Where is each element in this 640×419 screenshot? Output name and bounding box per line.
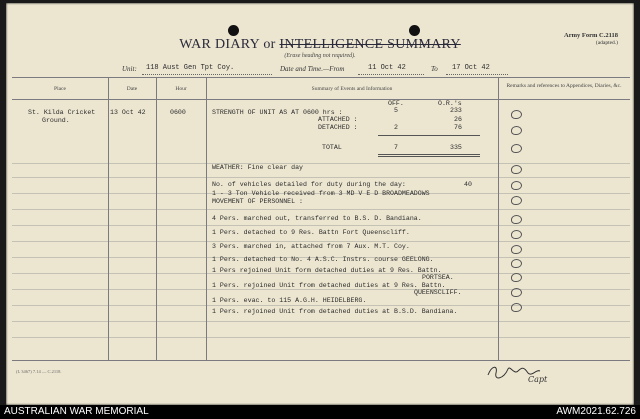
movement-entry: 1 Pers. detached to 9 Res. Battn Fort Queenscliff. [212, 229, 410, 236]
column-header-summary: Summary of Events and Information [311, 86, 393, 92]
column-header-date: Date [126, 86, 138, 92]
print-reference: (L 3467) 7.14 — C.2118. [16, 369, 62, 374]
title-struck: INTELLIGENCE SUMMARY [279, 37, 461, 52]
strength-off-value: 5 [394, 107, 398, 114]
footer-institution: AUSTRALIAN WAR MEMORIAL [4, 406, 149, 417]
detached-off-value: 2 [394, 124, 398, 131]
movement-entry: 1 Pers. evac. to 115 A.G.H. HEIDELBERG. [212, 297, 367, 304]
movement-entry: 3 Pers. marched in, attached from 7 Aux. M.T. Coy. [212, 243, 410, 250]
remark-tick [511, 288, 522, 297]
total-or-value: 335 [450, 144, 462, 151]
form-note: (adapted.) [595, 40, 618, 46]
footer-bar [0, 405, 640, 419]
remark-tick [511, 196, 522, 205]
attached-label: ATTACHED : [318, 116, 358, 123]
footer-accession-number: AWM2021.62.726 [556, 406, 636, 417]
remark-tick [511, 181, 522, 190]
movement-entry: 1 Pers rejoined Unit form detached duties at 9 Res. Battn. [212, 267, 442, 274]
signature-rank: Capt [528, 375, 548, 384]
strength-or-value: 233 [450, 107, 462, 114]
remark-tick [511, 215, 522, 224]
movement-entry: 4 Pers. marched out, transferred to B.S. D. Bandiana. [212, 215, 422, 222]
column-header-hour: Hour [175, 86, 187, 92]
title-main: WAR DIARY or [179, 37, 276, 52]
army-form-label [564, 32, 618, 46]
movement-entry: 1 Pers. rejoined Unit from detached duties at 9 Res. Battn. [212, 282, 446, 289]
page-title [6, 37, 634, 53]
place-line-2: Ground. [42, 117, 70, 124]
column-header-remarks: Remarks and references to Appendices, Diaries, &c. [506, 83, 622, 89]
unit-value: 118 Aust Gen Tpt Coy. [146, 64, 235, 72]
date-from-value: 11 Oct 42 [368, 64, 406, 72]
vehicles-count: 40 [464, 181, 472, 188]
entry-hour: 0600 [170, 109, 186, 116]
strength-label: STRENGTH OF UNIT AS AT 0600 hrs : [212, 109, 343, 116]
weather-line: WEATHER: Fine clear day [212, 164, 304, 171]
remark-tick [511, 110, 522, 119]
title-subtitle: (Erase heading not required). [284, 53, 356, 59]
form-name: Army Form C.2118 [564, 32, 618, 39]
date-to-value: 17 Oct 42 [452, 64, 490, 72]
movement-entry: 1 Pers. detached to No. 4 A.S.C. Instrs. course GEELONG. [212, 256, 434, 263]
vehicles-line: No. of vehicles detailed for duty during the day: [212, 181, 406, 188]
remark-tick [511, 259, 522, 268]
punch-hole [228, 25, 239, 36]
date-time-label: Date and Time.—From [280, 65, 345, 73]
remark-tick [511, 126, 522, 135]
strength-col-off: OFF. [388, 100, 404, 107]
punch-hole [409, 25, 420, 36]
movement-heading: MOVEMENT OF PERSONNEL : [212, 198, 304, 205]
remark-tick [511, 230, 522, 239]
strength-col-or: O.R.'s [438, 100, 462, 107]
detached-or-value: 76 [454, 124, 462, 131]
column-header-place: Place [54, 86, 66, 92]
remark-tick [511, 144, 522, 153]
total-label: TOTAL [322, 144, 342, 151]
movement-entry-cont: PORTSEA. [422, 274, 454, 281]
unit-label: Unit: [122, 65, 137, 73]
detached-label: DETACHED : [318, 124, 358, 131]
remark-tick [511, 165, 522, 174]
diary-page [6, 3, 634, 405]
remark-tick [511, 303, 522, 312]
attached-or-value: 26 [454, 116, 462, 123]
remark-tick [511, 273, 522, 282]
date-to-label: To [431, 65, 438, 73]
total-off-value: 7 [394, 144, 398, 151]
remark-tick [511, 245, 522, 254]
place-line-1: St. Kilda Cricket [28, 109, 96, 116]
movement-entry: 1 Pers. rejoined Unit from detached duties at B.S.D. Bandiana. [212, 308, 458, 315]
entry-date: 13 Oct 42 [110, 109, 146, 116]
movement-entry-cont: QUEENSCLIFF. [414, 289, 462, 296]
vehicle-received-line: 1 - 3 Ton Vehicle received from 3 MD V E D BROADMEADOWS [212, 190, 430, 197]
